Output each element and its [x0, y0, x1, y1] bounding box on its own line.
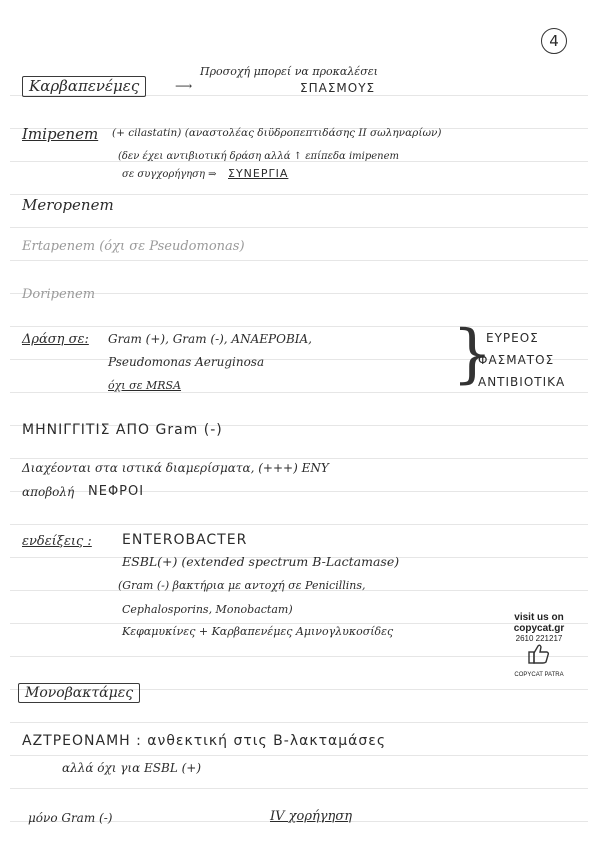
- curly-brace: }: [452, 317, 493, 391]
- meningitis-text: ΜΗΝΙΓΓΙΤΙΣ ΑΠΟ Gram (-): [22, 422, 223, 438]
- stamp-line-4: COPYCAT PATRA: [514, 672, 564, 678]
- imipenem-label: Imipenem: [22, 125, 99, 143]
- broad-line-2: ΦΑΣΜΑΤΟΣ: [478, 353, 555, 367]
- ertapenem-label: Ertapenem (όχι σε Pseudomonas): [22, 239, 245, 254]
- broad-line-1: ΕΥΡΕΟΣ: [486, 331, 539, 345]
- copycat-stamp: [497, 612, 581, 678]
- action-label: Δράση σε:: [22, 332, 89, 347]
- diffusion-line-1: Διαχέονται στα ιστικά διαμερίσματα, (+++) ΕΝΥ: [22, 461, 329, 475]
- indication-5: Κεφαμυκίνες + Καρβαπενέμες Αμινογλυκοσίδες: [122, 625, 394, 638]
- ruled-line: [10, 788, 588, 789]
- doripenem-label: Doripenem: [22, 287, 96, 302]
- indication-3: (Gram (-) βακτήρια με αντοχή σε Penicillins,: [118, 579, 366, 592]
- action-line-3: όχι σε MRSA: [108, 379, 182, 392]
- imipenem-note-3: σε συγχορήγηση ⇒: [122, 169, 217, 180]
- ruled-line: [10, 194, 588, 195]
- indications-label: ενδείξεις :: [22, 534, 92, 549]
- aztreonam-line-2: αλλά όχι για ESBL (+): [62, 761, 202, 775]
- action-line-2: Pseudomonas Aeruginosa: [108, 355, 265, 369]
- stamp-line-3: 2610 221217: [515, 634, 563, 643]
- ruled-line: [10, 722, 588, 723]
- page-number: 4: [541, 28, 567, 54]
- imipenem-note: (+ cilastatin) (αναστολέας διϋδροπεπτιδάσης II σωληναρίων): [112, 127, 442, 139]
- indication-1: ENTEROBACTER: [122, 532, 248, 548]
- iv-text: IV χορήγηση: [270, 809, 353, 824]
- ruled-line: [10, 755, 588, 756]
- aztreonam-line-1: ΑΖΤΡΕΟΝΑΜΗ : ανθεκτική στις B-λακταμάσες: [22, 733, 387, 749]
- indication-4: Cephalosporins, Monobactam): [122, 603, 293, 616]
- stamp-line-1: visit us on: [514, 612, 564, 623]
- indication-2: ESBL(+) (extended spectrum B-Lactamase): [122, 554, 400, 569]
- broad-line-3: ΑΝΤΙΒΙΟΤΙΚΑ: [478, 375, 566, 389]
- ruled-line: [10, 524, 588, 525]
- diffusion-line-2: αποβολή: [22, 485, 75, 499]
- ruled-line: [10, 392, 588, 393]
- ruled-line: [10, 260, 588, 261]
- ruled-line: [10, 326, 588, 327]
- carbapenems-heading: Καρβαπενέμες: [22, 76, 146, 97]
- only-gram-text: μόνο Gram (-): [28, 811, 113, 825]
- monobactams-heading: Μονοβακτάμες: [18, 683, 140, 703]
- ruled-line: [10, 227, 588, 228]
- action-line-1: Gram (+), Gram (-), ΑΝΑΕΡΟΒΙΑ,: [108, 332, 312, 346]
- imipenem-note-2: (δεν έχει αντιβιοτική δράση αλλά ↑ επίπεδα imipenem: [118, 151, 399, 162]
- synergy-text: ΣΥΝΕΡΓΙΑ: [228, 167, 289, 180]
- ruled-line: [10, 458, 588, 459]
- stamp-line-2: copycat.gr: [513, 623, 565, 634]
- thumbs-up-icon: [527, 643, 551, 665]
- warning-spasms: ΣΠΑΣΜΟΥΣ: [300, 81, 376, 95]
- ruled-line: [10, 293, 588, 294]
- arrow-icon: ⟶: [175, 79, 193, 93]
- meropenem-label: Meropenem: [22, 196, 114, 214]
- warning-text: Προσοχή μπορεί να προκαλέσει: [200, 65, 378, 78]
- kidneys-text: ΝΕΦΡΟΙ: [88, 484, 145, 499]
